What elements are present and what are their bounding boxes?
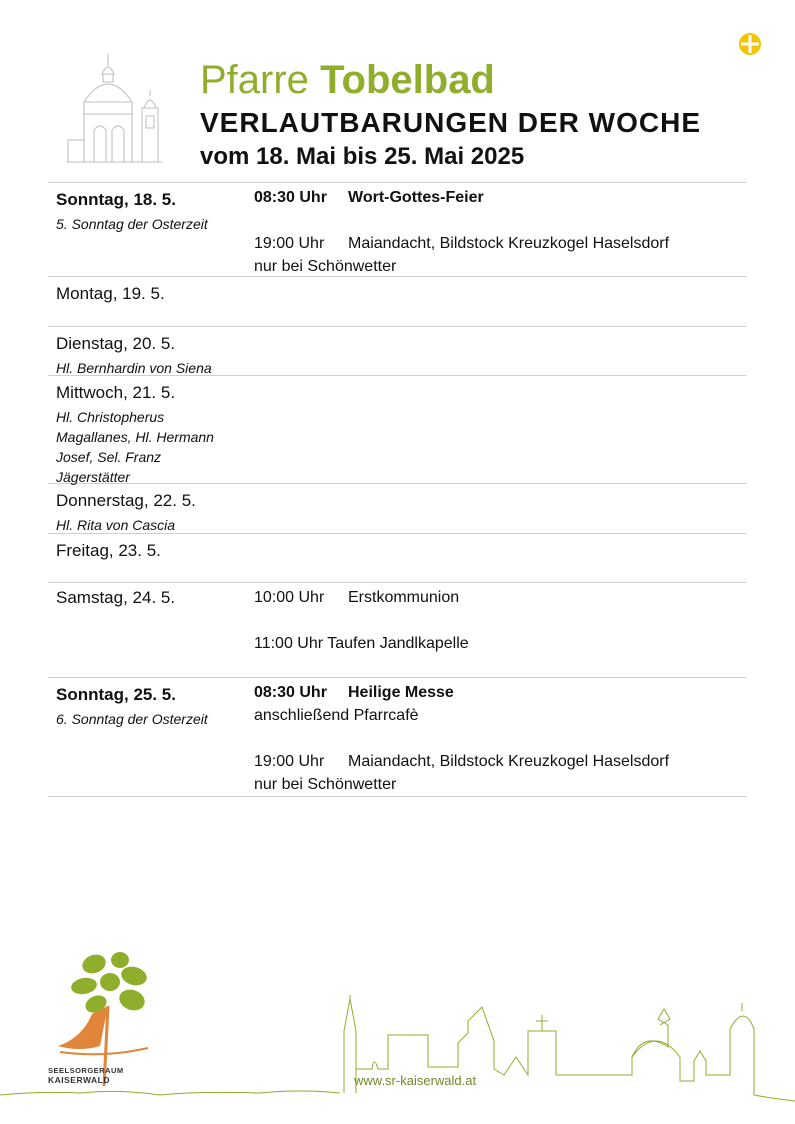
day-row-tuesday (48, 327, 746, 376)
skyline-drawing (0, 985, 795, 1115)
event-item: 08:30 Uhr Wort-Gottes-Feier (254, 189, 484, 206)
day-note: Hl. Bernhardin von Siena (56, 360, 212, 376)
events (254, 186, 744, 278)
day-row-saturday (48, 583, 746, 678)
day-row-friday (48, 534, 746, 583)
event-item: 11:00 Uhr Taufen Jandlkapelle (254, 635, 469, 652)
day-name: Samstag, 24. 5. (56, 588, 176, 607)
day-name: Sonntag, 25. 5. (56, 685, 176, 704)
event-note: anschließend Pfarrcafè (254, 707, 419, 724)
event-note: nur bei Schönwetter (254, 258, 397, 275)
day-row-wednesday (48, 376, 746, 484)
event-item: 08:30 Uhr Heilige Messe (254, 684, 454, 701)
events (254, 681, 744, 796)
page-title: VERLAUTBARUNGEN DER WOCHE (200, 107, 701, 138)
event-item: 19:00 Uhr Maiandacht, Bildstock Kreuzkogel Haselsdorf (254, 235, 670, 252)
day-row-sunday-18 (48, 183, 746, 277)
day-note: 5. Sonntag der Osterzeit (56, 216, 208, 232)
event-note: nur bei Schönwetter (254, 776, 397, 793)
day-name: Montag, 19. 5. (56, 284, 165, 303)
day-name: Freitag, 23. 5. (56, 541, 161, 560)
day-note: Hl. Christopherus Magallanes, Hl. Hermann Josef, Sel. Franz Jägerstätter (56, 409, 214, 485)
parish-title: Pfarre Tobelbad (200, 58, 495, 102)
day-note: Hl. Rita von Cascia (56, 517, 176, 533)
schedule-table (48, 182, 746, 797)
day-name: Donnerstag, 22. 5. (56, 491, 196, 510)
day-name: Dienstag, 20. 5. (56, 334, 176, 353)
event-item: 19:00 Uhr Maiandacht, Bildstock Kreuzkogel Haselsdorf (254, 753, 670, 770)
website-link[interactable]: www.sr-kaiserwald.at (354, 1073, 477, 1088)
logo-text: KAISERWALD (48, 1075, 110, 1085)
day-row-sunday-25 (48, 678, 746, 797)
church-drawing (64, 52, 164, 164)
logo-text: SEELSORGERAUM (48, 1066, 124, 1075)
day-row-monday (48, 277, 746, 327)
day-row-thursday (48, 484, 746, 534)
day-note: 6. Sonntag der Osterzeit (56, 711, 208, 727)
day-name: Mittwoch, 21. 5. (56, 383, 176, 402)
cross-badge-icon (738, 32, 762, 56)
event-item: 10:00 Uhr Erstkommunion (254, 589, 460, 606)
date-range: vom 18. Mai bis 25. Mai 2025 (200, 143, 525, 170)
day-name: Sonntag, 18. 5. (56, 190, 176, 209)
events (254, 586, 744, 655)
